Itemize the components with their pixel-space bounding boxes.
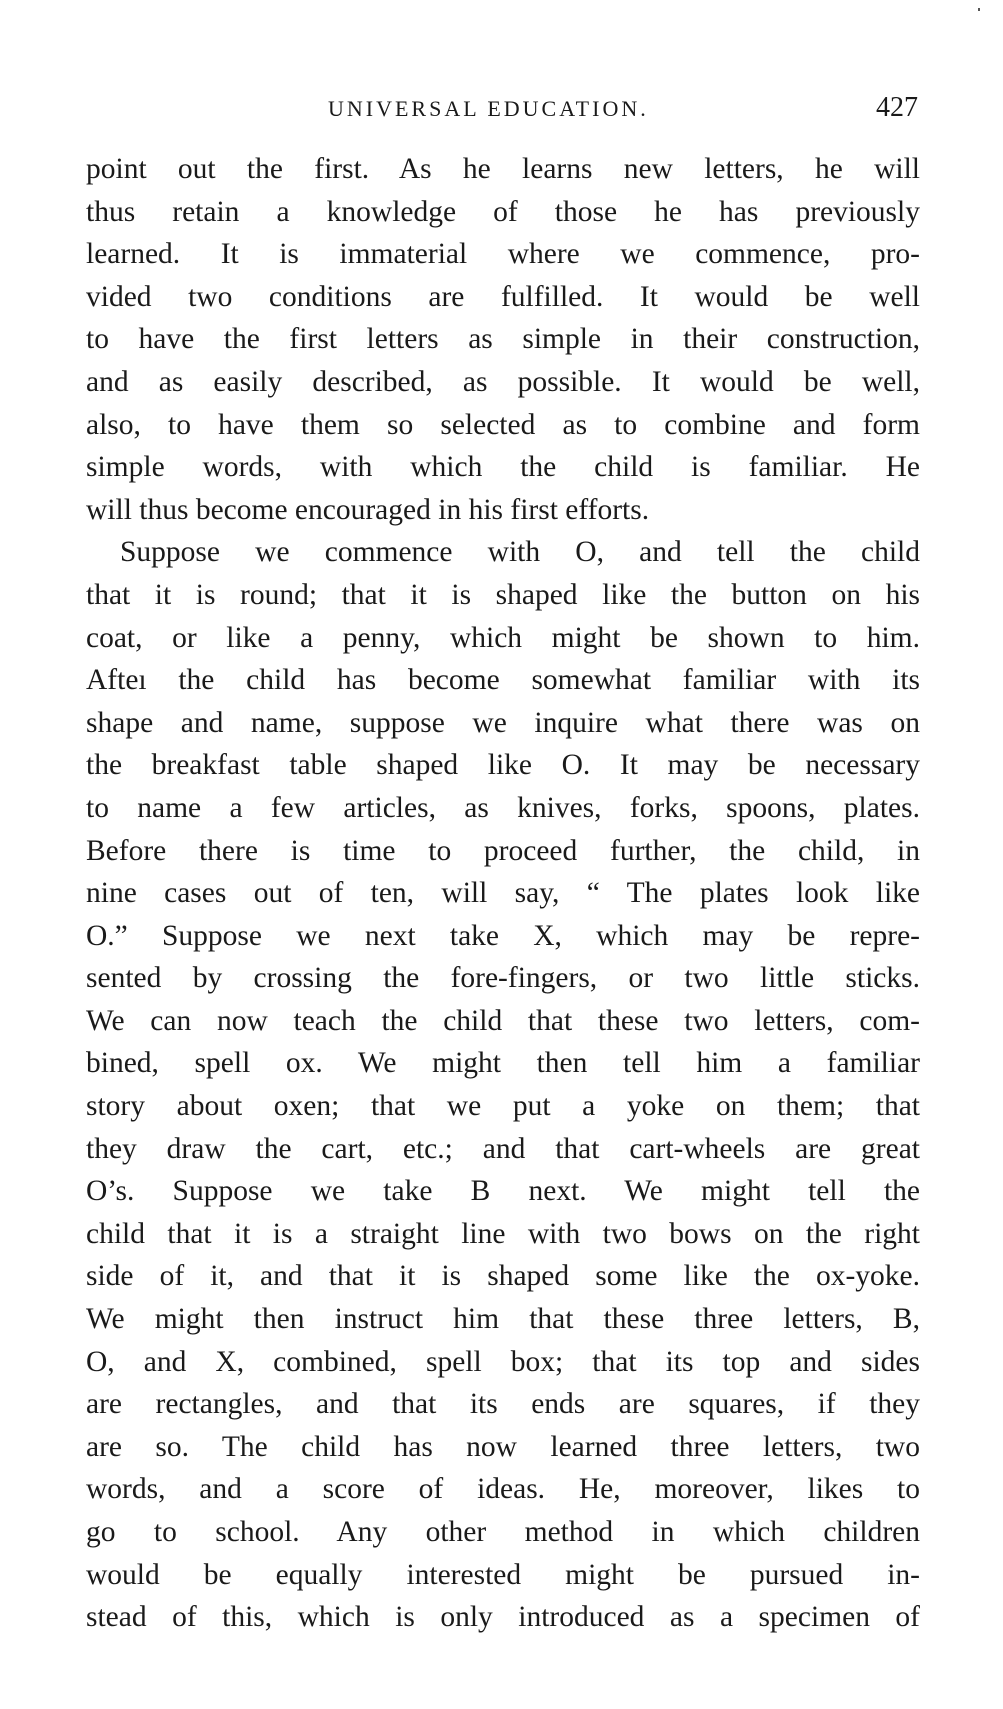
text-line: to have the first letters as simple in their construction, (86, 323, 920, 356)
body-text (86, 148, 920, 1639)
text-line: Before there is time to proceed further, the child, in (86, 834, 920, 867)
text-line: nine cases out of ten, will say, “ The plates look like (86, 877, 920, 910)
page-header (88, 92, 918, 132)
text-line: shape and name, suppose we inquire what there was on (86, 706, 920, 739)
text-line: and as easily described, as possible. It would be well, (86, 365, 920, 398)
text-line: stead of this, which is only introduced as a specimen of (86, 1601, 920, 1634)
text-line: story about oxen; that we put a yoke on them; that (86, 1090, 920, 1123)
text-line: that it is round; that it is shaped like the button on his (86, 578, 920, 611)
text-line: learned. It is immaterial where we commence, pro- (86, 238, 920, 271)
text-line: thus retain a knowledge of those he has previously (86, 195, 920, 228)
text-line: O, and X, combined, spell box; that its top and sides (86, 1345, 920, 1378)
text-line: child that it is a straight line with two bows on the right (86, 1217, 920, 1250)
text-line: are so. The child has now learned three letters, two (86, 1430, 920, 1463)
text-line: would be equally interested might be pursued in- (86, 1558, 920, 1591)
text-line: they draw the cart, etc.; and that cart-wheels are great (86, 1132, 920, 1165)
text-line: vided two conditions are fulfilled. It would be well (86, 280, 920, 313)
running-title: UNIVERSAL EDUCATION. (328, 96, 649, 121)
text-line: words, and a score of ideas. He, moreover, likes to (86, 1473, 920, 1506)
text-line: O.” Suppose we next take X, which may be repre- (86, 919, 920, 952)
text-line: sented by crossing the fore-fingers, or two little sticks. (86, 962, 920, 995)
text-line: point out the first. As he learns new letters, he will (86, 153, 920, 185)
text-line: Afteı the child has become somewhat familiar with its (86, 664, 920, 697)
text-line: O’s. Suppose we take B next. We might tell the (86, 1175, 920, 1208)
text-line: Suppose we commence with O, and tell the child (120, 536, 920, 569)
text-line: simple words, with which the child is familiar. He (86, 451, 920, 484)
text-line: are rectangles, and that its ends are squares, if they (86, 1388, 920, 1421)
text-line: We can now teach the child that these two letters, com- (86, 1004, 920, 1037)
text-line: will thus become encouraged in his first efforts. (86, 493, 650, 526)
text-line: also, to have them so selected as to combine and form (86, 408, 920, 441)
text-line: the breakfast table shaped like O. It may be necessary (86, 749, 920, 782)
text-line: coat, or like a penny, which might be shown to him. (86, 621, 920, 654)
stray-mark (978, 8, 980, 11)
text-line: to name a few articles, as knives, forks, spoons, plates. (86, 791, 920, 824)
page-number: 427 (876, 92, 918, 123)
text-line: go to school. Any other method in which children (86, 1516, 920, 1548)
text-line: side of it, and that it is shaped some like the ox-yoke. (86, 1260, 920, 1293)
text-line: We might then instruct him that these three letters, B, (86, 1303, 920, 1336)
text-line: bined, spell ox. We might then tell him a familiar (86, 1047, 920, 1080)
